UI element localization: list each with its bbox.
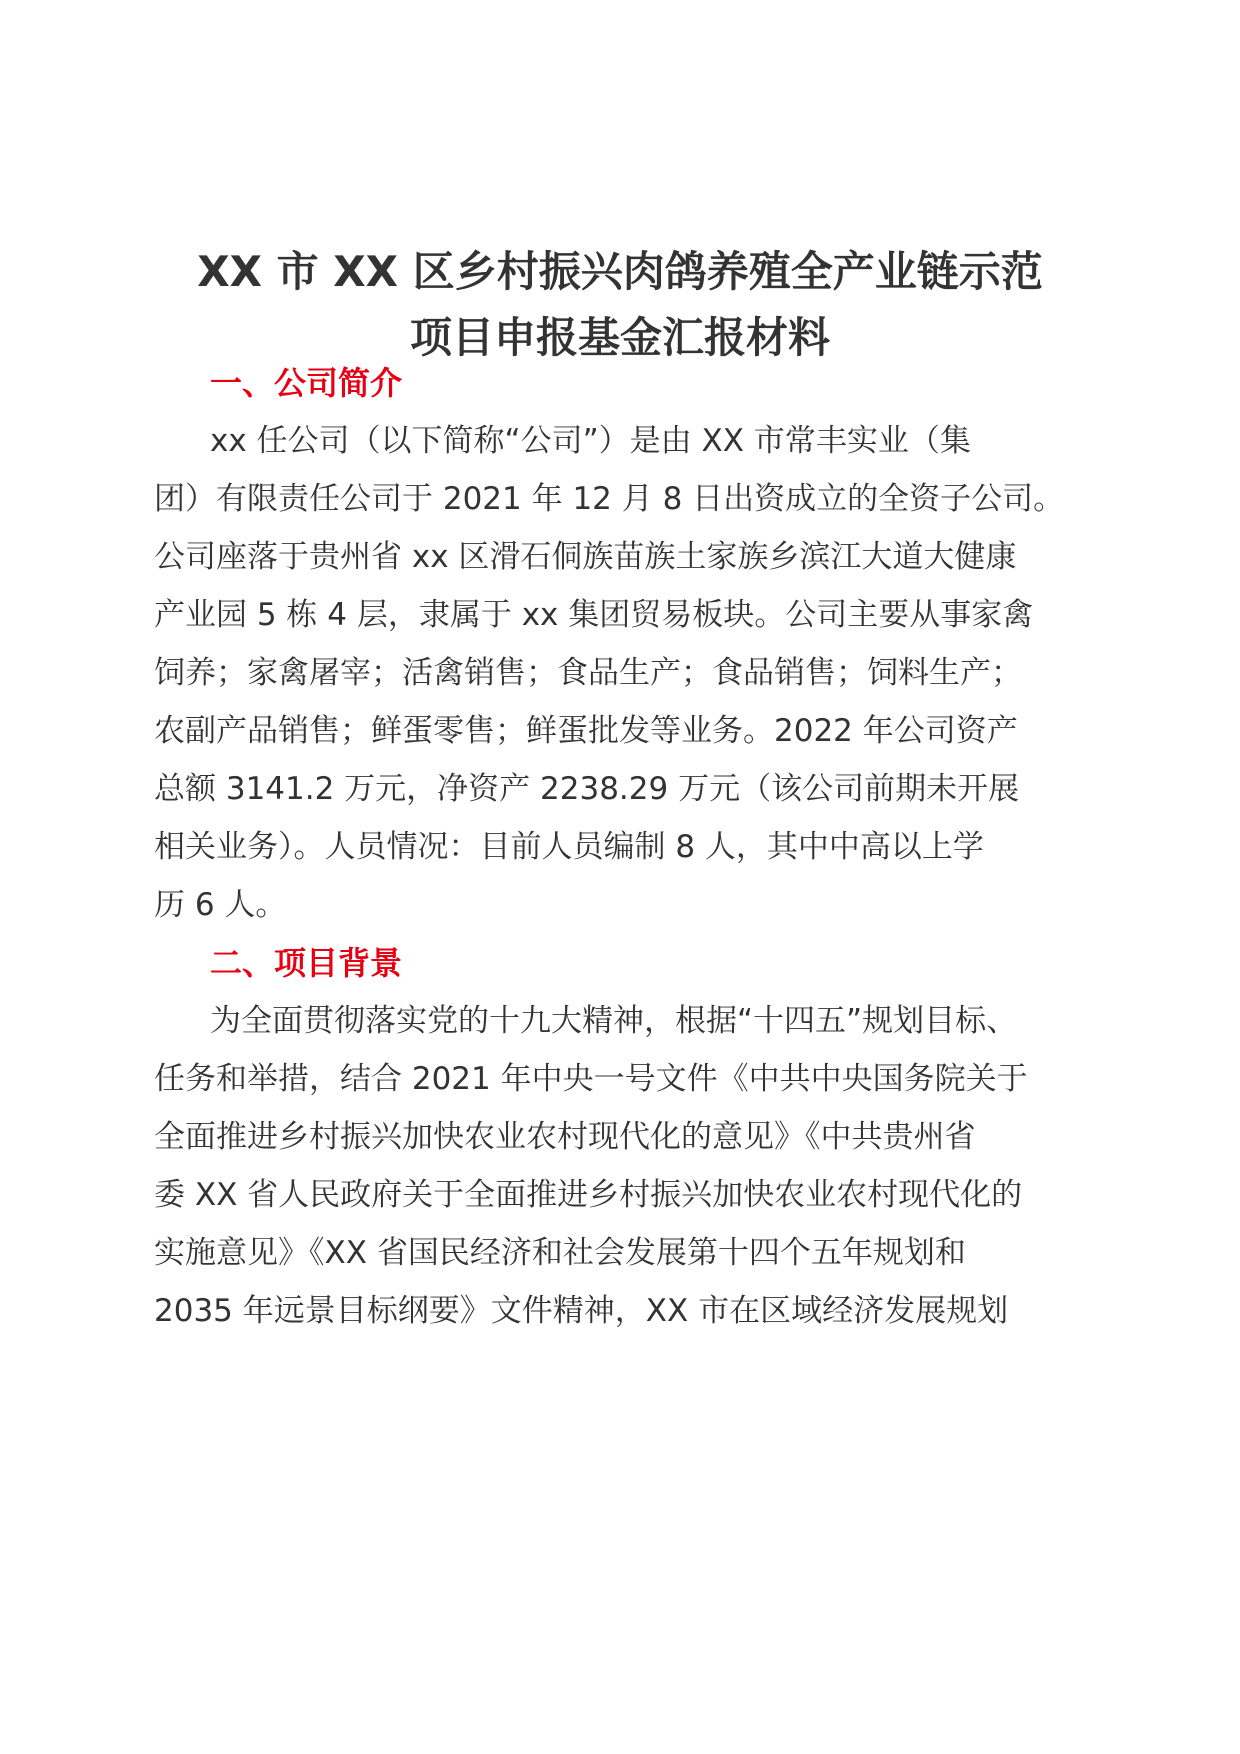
paragraph-line: 公司座落于贵州省 xx 区滑石侗族苗族土家族乡滨江大道大健康 [154, 539, 1017, 575]
paragraph-line: 产业园 5 栋 4 层，隶属于 xx 集团贸易板块。公司主要从事家禽 [154, 597, 1034, 633]
paragraph-line: 委 XX 省人民政府关于全面推进乡村振兴加快农业农村现代化的 [154, 1177, 1023, 1213]
paragraph-line: xx 任公司（以下简称“公司”）是由 XX 市常丰实业（集 [210, 423, 971, 459]
paragraph-line: 总额 3141.2 万元，净资产 2238.29 万元（该公司前期未开展 [154, 771, 1020, 807]
paragraph-line: 饲养；家禽屠宰；活禽销售；食品生产；食品销售；饲料生产； [154, 655, 1022, 691]
paragraph-line: 相关业务）。人员情况：目前人员编制 8 人，其中中高以上学 [154, 829, 984, 865]
paragraph-line: 历 6 人。 [154, 887, 287, 923]
section-heading-company-profile: 一、公司简介 [210, 364, 403, 402]
paragraph-line: 全面推进乡村振兴加快农业农村现代化的意见》《中共贵州省 [154, 1119, 976, 1155]
paragraph-line: 为全面贯彻落实党的十九大精神，根据“十四五”规划目标、 [210, 1003, 1018, 1039]
paragraph-line: 农副产品销售；鲜蛋零售；鲜蛋批发等业务。2022 年公司资产 [154, 713, 1018, 749]
paragraph-line: 实施意见》《XX 省国民经济和社会发展第十四个五年规划和 [154, 1235, 966, 1271]
document-title-line-1: XX 市 XX 区乡村振兴肉鸽养殖全产业链示范 [197, 247, 1043, 296]
paragraph-line: 2035 年远景目标纲要》文件精神，XX 市在区域经济发展规划 [154, 1293, 1009, 1329]
section-heading-project-background: 二、项目背景 [210, 944, 403, 982]
document-title-line-2: 项目申报基金汇报材料 [409, 313, 830, 362]
paragraph-line: 任务和举措，结合 2021 年中央一号文件《中共中央国务院关于 [154, 1061, 1028, 1097]
paragraph-line: 团）有限责任公司于 2021 年 12 月 8 日出资成立的全资子公司。 [154, 481, 1065, 517]
